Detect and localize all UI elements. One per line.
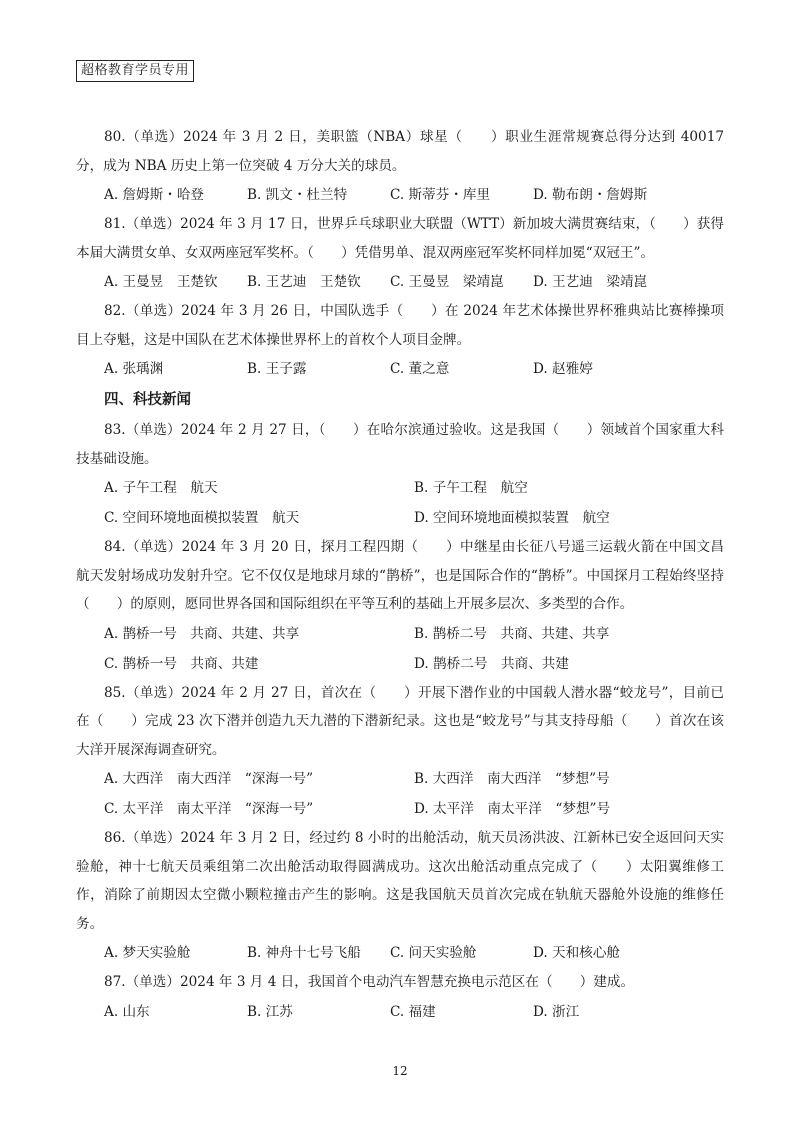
option-b: B. 子午工程 航空: [414, 480, 528, 496]
option-b: B. 大西洋 南大西洋 “梦想”号: [414, 771, 610, 787]
option-a: A. 詹姆斯・哈登: [104, 187, 205, 203]
options-row: [76, 619, 724, 649]
options-row: [76, 997, 724, 1027]
option-d: D. 浙江: [533, 1003, 580, 1020]
option-c: C. 福建: [390, 1003, 436, 1020]
option-d: D. 天和核心舱: [533, 945, 621, 961]
question-87: [76, 968, 724, 1027]
option-c: C. 问天实验舱: [390, 945, 477, 961]
question-82: [76, 297, 724, 384]
option-c: C. 鹊桥一号 共商、共建: [104, 655, 259, 672]
watermark-stamp: 超格教育学员专用: [76, 60, 194, 82]
question-85: [76, 679, 724, 825]
options-row: [76, 649, 724, 679]
page-number: 12: [392, 1064, 408, 1078]
option-c: C. 太平洋 南太平洋 “深海一号”: [104, 801, 314, 817]
option-b: B. 鹊桥二号 共商、共建、共享: [414, 625, 610, 642]
question-81: [76, 210, 724, 297]
question-text: 80.（单选）2024 年 3 月 2 日，美职篮（NBA）球星（ ）职业生涯常规赛总得分达到 40017 分，成为 NBA 历史上第一位突破 4 万分大关的球员。: [76, 129, 724, 174]
section-title: 四、科技新闻: [104, 392, 191, 408]
option-a: A. 王曼昱 王楚钦: [104, 274, 218, 290]
option-b: B. 江苏: [247, 1003, 293, 1020]
option-d: D. 赵雅婷: [533, 361, 593, 377]
question-text: 83.（单选）2024 年 2 月 27 日，（ ）在哈尔滨通过验收。这是我国（ ）领域首个国家重大科技基础设施。: [76, 422, 724, 467]
question-86: [76, 824, 724, 968]
question-84: [76, 533, 724, 679]
option-b: B. 神舟十七号飞船: [247, 945, 361, 961]
option-a: A. 大西洋 南大西洋 “深海一号”: [104, 771, 314, 787]
option-c: C. 斯蒂芬・库里: [390, 187, 491, 203]
options-row: [76, 473, 724, 503]
question-text: 82.（单选）2024 年 3 月 26 日，中国队选手（ ）在 2024 年艺术体操世界杯雅典站比赛棒操项目上夺魁，这是中国队在艺术体操世界杯上的首枚个人项目金牌。: [76, 303, 724, 348]
option-a: A. 张瑀渊: [104, 361, 164, 377]
option-a: A. 子午工程 航天: [104, 480, 218, 496]
question-text: 81.（单选）2024 年 3 月 17 日，世界乒乓球职业大联盟（WTT）新加坡大满贯赛结束，（ ）获得本届大满贯女单、女双两座冠军奖杯。（ ）凭借男单、混双两座冠军奖杯同样加冕“双冠王”。: [76, 216, 724, 261]
option-c: C. 王曼昱 梁靖崑: [390, 274, 504, 290]
options-row: [76, 354, 724, 384]
option-b: B. 王艺迪 王楚钦: [247, 274, 361, 290]
question-text: 84.（单选）2024 年 3 月 20 日，探月工程四期（ ）中继星由长征八号遥三运载火箭在中国文昌航天发射场成功发射升空。它不仅仅是地球月球的“鹊桥”，也是国际合作的“鹊桥”。中国探月工程始终坚持（ ）的原则，愿同世界各国和国际组织在平等互利的基础上开展多层次、多类型的合作。: [76, 539, 724, 612]
option-b: B. 凯文・杜兰特: [247, 187, 348, 203]
option-a: A. 鹊桥一号 共商、共建、共享: [104, 625, 300, 642]
question-text: 85.（单选）2024 年 2 月 27 日，首次在（ ）开展下潜作业的中国载人潜水器“蛟龙号”，目前已在（ ）完成 23 次下潜并创造九天九潜的下潜新纪录。这也是“蛟龙号”与其支持母船（ ）首次在该大洋开展深海调查研究。: [76, 684, 724, 758]
option-d: D. 王艺迪 梁靖崑: [533, 274, 648, 290]
option-d: D. 太平洋 南太平洋 “梦想”号: [414, 801, 611, 817]
question-text: 87.（单选）2024 年 3 月 4 日，我国首个电动汽车智慧充换电示范区在（ ）建成。: [104, 974, 635, 990]
option-d: D. 鹊桥二号 共商、共建: [414, 655, 569, 672]
option-a: A. 梦天实验舱: [104, 945, 191, 961]
option-d: D. 勒布朗・詹姆斯: [533, 187, 648, 203]
options-row: [76, 938, 724, 968]
option-a: A. 山东: [104, 1003, 150, 1020]
option-d: D. 空间环境地面模拟装置 航空: [414, 510, 610, 526]
question-80: [76, 123, 724, 210]
option-b: B. 王子露: [247, 361, 307, 377]
question-83: [76, 416, 724, 533]
option-c: C. 空间环境地面模拟装置 航天: [104, 510, 300, 526]
option-c: C. 董之意: [390, 361, 450, 377]
options-row: [76, 794, 724, 824]
page-content: [76, 123, 724, 1027]
question-text: 86.（单选）2024 年 3 月 2 日，经过约 8 小时的出舱活动，航天员汤洪波、江新林已安全返回问天实验舱，神十七航天员乘组第二次出舱活动取得圆满成功。这次出舱活动重点完成了（ ）太阳翼维修工作，消除了前期因太空微小颗粒撞击产生的影响。这是我国航天员首次完成在轨航天器舱外设施的维修任务。: [76, 830, 724, 932]
options-row: [76, 180, 724, 210]
options-row: [76, 267, 724, 297]
options-row: [76, 503, 724, 533]
options-row: [76, 764, 724, 794]
